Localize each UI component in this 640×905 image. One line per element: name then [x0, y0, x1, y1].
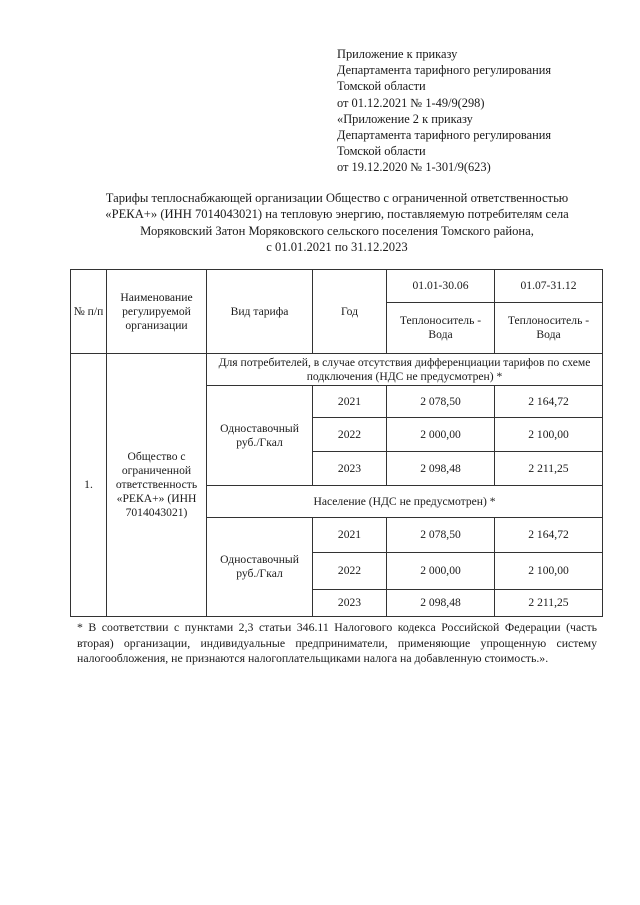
header-line: Приложение к приказу	[337, 47, 458, 61]
header-line: «Приложение 2 к приказу	[337, 111, 473, 126]
title-line: с 01.01.2021 по 31.12.2023	[266, 240, 408, 255]
header-tariff-type: Вид тарифа	[207, 270, 313, 354]
tariff-table	[70, 269, 603, 617]
header-line: Томской области	[337, 79, 426, 94]
organization-name: Общество с ограниченной ответственность «РЕКА+» (ИНН 7014043021)	[107, 354, 207, 617]
header-line: Департамента тарифного регулирования	[337, 128, 552, 143]
title-line: Моряковский Затон Моряковского сельского поселения Томского района,	[140, 223, 534, 238]
year-cell: 2022	[313, 553, 387, 590]
tariff-type-cell: Одноставочный руб./Гкал	[207, 386, 313, 486]
value-cell: 2 078,50	[387, 518, 495, 553]
value-cell: 2 100,00	[495, 553, 603, 590]
value-cell: 2 098,48	[387, 452, 495, 486]
title-line: «РЕКА+» (ИНН 7014043021) на тепловую энергию, поставляемую потребителям села	[105, 207, 569, 222]
value-cell: 2 078,50	[387, 386, 495, 418]
value-cell: 2 000,00	[387, 553, 495, 590]
group-caption: Население (НДС не предусмотрен) *	[207, 486, 603, 518]
header-org: Наименование регулируемой организации	[107, 270, 207, 354]
header-line: Томской области	[337, 144, 426, 159]
value-cell: 2 164,72	[495, 518, 603, 553]
value-cell: 2 098,48	[387, 590, 495, 617]
value-cell: 2 211,25	[495, 452, 603, 486]
header-period-1: 01.01-30.06	[387, 270, 495, 303]
header-carrier-2: Теплоноситель - Вода	[495, 303, 603, 354]
order-reference-block	[337, 46, 627, 176]
value-cell: 2 211,25	[495, 590, 603, 617]
header-line: от 01.12.2021 № 1-49/9(298)	[337, 95, 485, 110]
year-cell: 2023	[313, 590, 387, 617]
header-num: № п/п	[71, 270, 107, 354]
header-period-2: 01.07-31.12	[495, 270, 603, 303]
header-year: Год	[313, 270, 387, 354]
year-cell: 2021	[313, 518, 387, 553]
value-cell: 2 000,00	[387, 418, 495, 452]
value-cell: 2 164,72	[495, 386, 603, 418]
value-cell: 2 100,00	[495, 418, 603, 452]
year-cell: 2021	[313, 386, 387, 418]
document-title	[64, 190, 610, 256]
row-number: 1.	[71, 354, 107, 617]
header-line: от 19.12.2020 № 1-301/9(623)	[337, 160, 491, 175]
title-line: Тарифы теплоснабжающей организации Общество с ограниченной ответственностью	[105, 191, 569, 205]
footnote: * В соответствии с пунктами 2,3 статьи 346.11 Налогового кодекса Российской Федерации (часть вторая) организации, индивидуальные предприниматели, применяющие упрощенную систему налогообложения, не признаются налогоплательщиками налога на добавленную стоимость.».	[77, 620, 597, 666]
group-caption: Для потребителей, в случае отсутствия дифференциации тарифов по схеме подключения (НДС не предусмотрен) *	[207, 354, 603, 386]
header-carrier-1: Теплоноситель - Вода	[387, 303, 495, 354]
year-cell: 2022	[313, 418, 387, 452]
tariff-type-cell: Одноставочный руб./Гкал	[207, 518, 313, 617]
header-line: Департамента тарифного регулирования	[337, 63, 552, 78]
year-cell: 2023	[313, 452, 387, 486]
